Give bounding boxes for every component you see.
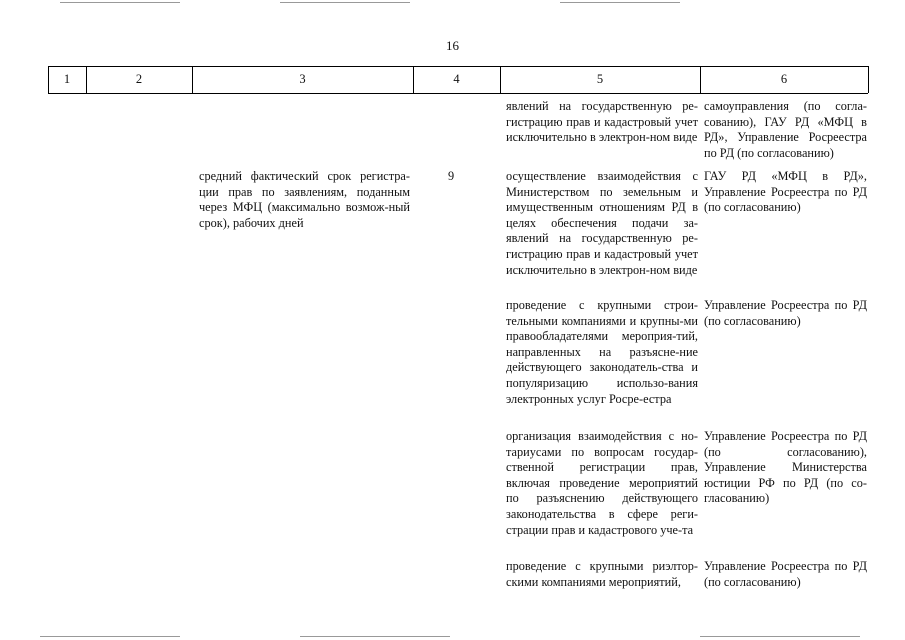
row-4-measure: проведение с крупными риэлтор-скими компаниями мероприятий, (506, 559, 698, 589)
row-1-indicator: средний фактический срок регистра-ции прав по заявлениям, поданным через МФЦ (максимально возмож-ный срок), рабочих дней (199, 169, 410, 230)
header-col-4: 4 (453, 72, 460, 86)
scan-edge-bottom (40, 636, 180, 637)
header-col-5: 5 (596, 72, 604, 86)
row-0-measure: явлений на государственную ре-гистрацию прав и кадастровый учет исключительно в электрон-ном виде (506, 99, 698, 145)
row-1-value: 9 (448, 169, 455, 183)
header-col-6: 6 (780, 72, 788, 86)
row-3-measure: организация взаимодействия с но-тариусами по вопросам государ-ственной регистрации прав, включая проведение мероприятий по разъяснению действующего законодательства в сфере реги-страции прав и кадастрового уче-та (506, 429, 698, 537)
page-number: 16 (446, 38, 459, 53)
scan-edge-bottom (300, 636, 450, 637)
header-col-3: 3 (299, 72, 306, 86)
row-3-responsible: Управление Росреестра по РД (по согласованию), Управление Министерства юстиции РФ по РД (по со-гласованию) (704, 429, 867, 506)
header-col-1: 1 (63, 72, 71, 86)
row-1-responsible: ГАУ РД «МФЦ в РД», Управление Росреестра по РД (по согласованию) (704, 169, 867, 215)
row-2-responsible: Управление Росреестра по РД (по согласованию) (704, 298, 867, 328)
scan-edge-bottom (700, 636, 860, 637)
row-0-responsible: самоуправления (по согла-сованию), ГАУ РД «МФЦ в РД», Управление Росреестра по РД (по согласованию) (704, 99, 867, 160)
scan-edge-top (560, 2, 680, 3)
scan-edge-top (280, 2, 410, 3)
row-1-measure: осуществление взаимодействия с Министерством по земельным и имущественным отношениям РД в целях обеспечения подачи за-явлений на государственную ре-гистрацию прав и кадастровый учет исключительно в электрон-ном виде (506, 169, 698, 277)
header-col-2: 2 (135, 72, 143, 86)
row-2-measure: проведение с крупными строи-тельными компаниями и крупны-ми правообладателями мероприя-тий, направленных на разъясне-ние действующего законодатель-ства и популяризацию использо-вания электронных услуг Росре-естра (506, 298, 698, 406)
header-divider (868, 66, 869, 93)
header-bottom-border (48, 93, 868, 94)
row-4-responsible: Управление Росреестра по РД (по согласованию) (704, 559, 867, 589)
scan-edge-top (60, 2, 180, 3)
